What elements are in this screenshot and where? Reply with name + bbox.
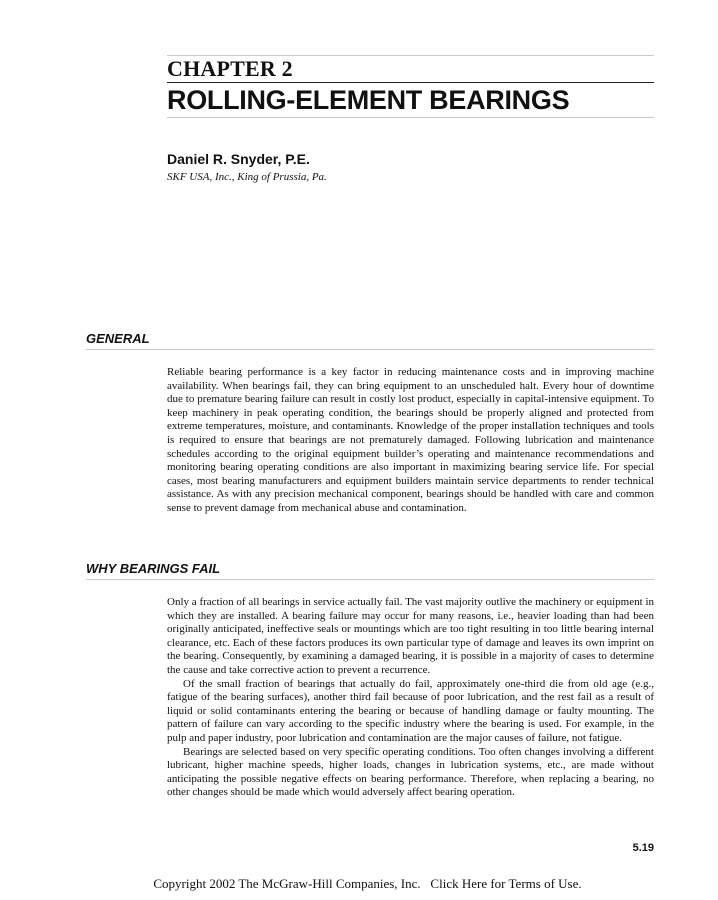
chapter-label: CHAPTER 2 <box>167 56 293 81</box>
chapter-title-rule <box>167 82 654 83</box>
why-fail-heading-rule <box>86 579 654 580</box>
copyright-footer <box>0 876 718 892</box>
page-number: 5.19 <box>632 842 654 854</box>
section-heading-general: GENERAL <box>86 331 150 346</box>
general-paragraph: Reliable bearing performance is a key factor in reducing maintenance costs and in improving machine availability. When bearings fail, they can bring equipment to an unscheduled halt. Every hour of downtime due to premature bearing failure can result in costly lost product, especially in capital-intensive equipment. To keep machinery in peak operating condition, the bearings should be properly aligned and protected from extreme temperatures, moisture, and contaminants. Knowledge of the proper installation techniques and tools is required to ensure that bearings are not prematurely damaged. Following lubrication and maintenance schedules according to the original equipment builder’s operating and maintenance recommendations and monitoring bearing operating conditions are also important in maximizing bearing service life. For special cases, most bearing manufacturers and equipment builders maintain service departments to render technical assistance. As with any precision mechanical component, bearings should be handled with care and common sense to prevent damage from mechanical abuse and contamination. <box>167 366 654 514</box>
why-fail-paragraph: Bearings are selected based on very specific operating conditions. Too often changes involving a different lubricant, higher machine speeds, higher loads, changes in lubrication systems, etc., are made without anticipating the possible negative effects on bearing performance. Therefore, when replacing a bearing, no other changes should be made which would adversely affect bearing operation. <box>167 745 654 799</box>
title-bottom-rule <box>167 117 654 118</box>
chapter-title: ROLLING-ELEMENT BEARINGS <box>167 85 570 115</box>
why-fail-paragraph: Of the small fraction of bearings that actually do fail, approximately one-third die from old age (e.g., fatigue of the bearing surfaces), another third fail because of poor lubrication, and the rest fail as a result of liquid or solid contaminants entering the bearing or because of handling damage or faulty mounting. The pattern of failure can vary according to the specific industry where the bearing is used. For example, in the pulp and paper industry, poor lubrication and contamination are the major causes of failure, not fatigue. <box>167 677 654 744</box>
why-fail-body <box>167 596 654 800</box>
general-heading-rule <box>86 349 654 350</box>
copyright-text: Copyright 2002 The McGraw-Hill Companies, Inc. <box>153 876 421 891</box>
section-heading-why-bearings-fail: WHY BEARINGS FAIL <box>86 561 221 576</box>
author-affiliation: SKF USA, Inc., King of Prussia, Pa. <box>167 171 327 183</box>
why-fail-paragraph: Only a fraction of all bearings in service actually fail. The vast majority outlive the machinery or equipment in which they are installed. A bearing failure may occur for many reasons, i.e., heavier loading than had been originally anticipated, ineffective seals or mountings which are too tight resulting in too little bearing internal clearance, etc. Each of these factors produces its own particular type of damage and leaves its own imprint on the bearing. Consequently, by examining a damaged bearing, it is possible in a majority of cases to determine the cause and take corrective action to prevent a recurrence. <box>167 596 654 676</box>
author-name: Daniel R. Snyder, P.E. <box>167 151 310 167</box>
terms-of-use-link[interactable]: Click Here for Terms of Use. <box>430 876 582 891</box>
general-body <box>167 366 654 516</box>
